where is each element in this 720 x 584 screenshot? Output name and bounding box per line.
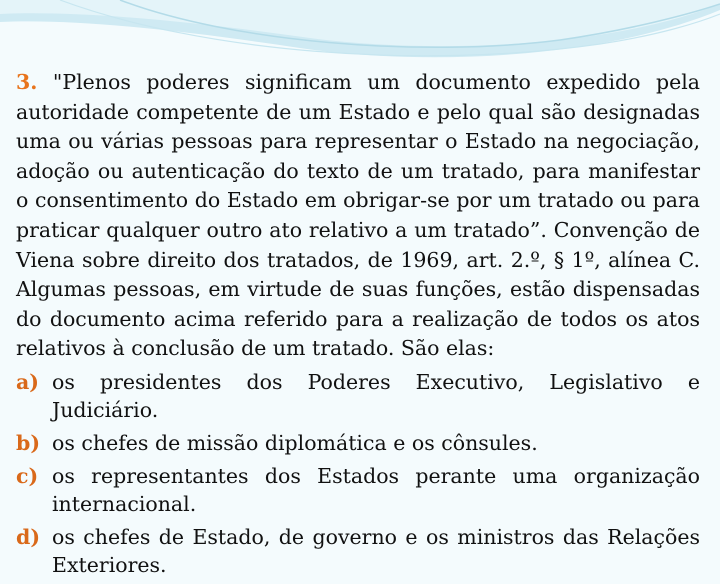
option-text: os chefes de missão diplomática e os cônsules. — [52, 430, 538, 455]
option-text: os representantes dos Estados perante uma organização internacional. — [52, 463, 700, 516]
option-d[interactable] — [16, 523, 700, 579]
question-block — [16, 68, 700, 584]
decorative-wave-header — [0, 0, 720, 70]
question-number: 3. — [16, 70, 38, 94]
option-c[interactable] — [16, 462, 700, 518]
option-letter: a) — [16, 369, 39, 394]
option-a[interactable] — [16, 368, 700, 424]
option-text: os presidentes dos Poderes Executivo, Legislativo e Judiciário. — [52, 369, 700, 422]
option-letter: c) — [16, 463, 39, 488]
option-letter: d) — [16, 524, 41, 549]
question-text: "Plenos poderes significam um documento expedido pela autoridade competente de um Estado e pelo qual são designadas uma ou várias pessoas para representar o Estado na negociação, adoção ou autenticação do texto de um tratado, para manifestar o consentimento do Estado em obrigar-se por um tratado ou para praticar qualquer outro ato relativo a um tratado”. Convenção de Viena sobre direito dos tratados, de 1969, art. 2.º, § 1º, alínea C. Algumas pessoas, em virtude de suas funções, estão dispensadas do documento acima referido para a realização de todos os atos relativos à conclusão de um tratado. São elas: — [16, 70, 700, 361]
option-b[interactable] — [16, 429, 700, 457]
option-text: os chefes de Estado, de governo e os ministros das Relações Exteriores. — [52, 524, 700, 577]
answer-options — [16, 368, 700, 579]
question-paragraph — [16, 68, 700, 364]
option-letter: b) — [16, 430, 41, 455]
